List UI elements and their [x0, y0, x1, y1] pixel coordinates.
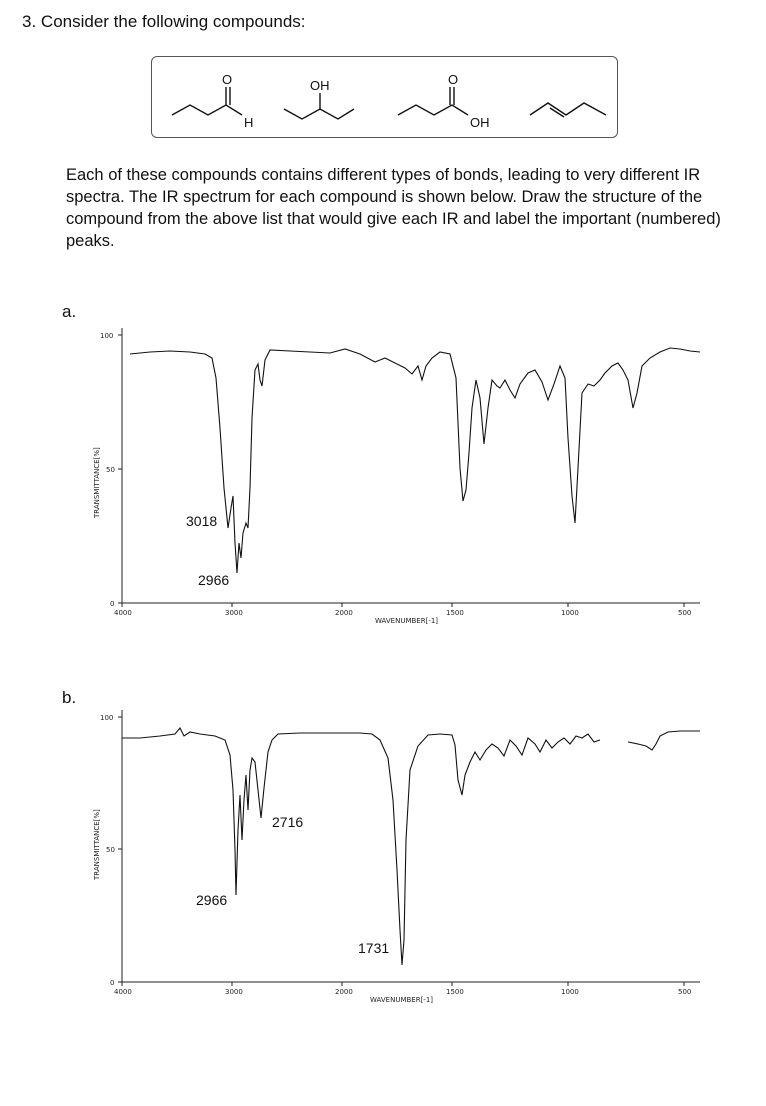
spectrum-b-trace: [122, 728, 600, 965]
compound-structures: [152, 57, 619, 139]
spectrum-a-xtick-1000: 1000: [561, 609, 579, 617]
compound-alcohol-structure: [284, 93, 354, 119]
aldehyde-oxygen-label: O: [222, 72, 233, 87]
spectrum-b-xtick-4000: 4000: [114, 988, 132, 996]
spectrum-b-ytick-0: 0: [110, 979, 115, 987]
spectrum-b-xlabel: WAVENUMBER[-1]: [370, 996, 434, 1004]
question-number: 3.: [22, 12, 37, 31]
question-heading: [22, 12, 306, 32]
spectrum-a: [0, 318, 766, 638]
spectrum-b-ytick-100: 100: [100, 714, 114, 722]
question-title: Consider the following compounds:: [40, 12, 306, 31]
spectrum-a-ytick-100: 100: [100, 332, 114, 340]
spectrum-a-peak-2966: 2966: [198, 572, 230, 588]
compound-aldehyde-structure: [172, 87, 242, 115]
spectrum-b-peak-2716: 2716: [272, 814, 304, 830]
spectrum-b-peak-1731: 1731: [358, 940, 390, 956]
aldehyde-h-label: H: [244, 115, 254, 130]
compound-structures-box: [151, 56, 618, 138]
compound-acid-structure: [398, 87, 468, 115]
spectrum-b-xtick-1500: 1500: [446, 988, 464, 996]
spectrum-b-xtick-500: 500: [678, 988, 692, 996]
acid-oh-label: OH: [470, 115, 490, 130]
part-a-label: a.: [62, 302, 77, 321]
spectrum-b-peak-2966: 2966: [196, 892, 228, 908]
acid-oxygen-label: O: [448, 72, 459, 87]
spectrum-b-xtick-1000: 1000: [561, 988, 579, 996]
spectrum-a-trace: [130, 348, 700, 573]
spectrum-b-ylabel: TRANSMITTANCE[%]: [93, 809, 101, 880]
spectrum-a-ytick-0: 0: [110, 600, 115, 608]
part-b-label: b.: [62, 688, 77, 707]
spectrum-b-xtick-2000: 2000: [335, 988, 353, 996]
spectrum-a-xtick-500: 500: [678, 609, 692, 617]
spectrum-a-xtick-4000: 4000: [114, 609, 132, 617]
spectrum-b-xtick-3000: 3000: [225, 988, 243, 996]
spectrum-b-trace-tail: [628, 731, 700, 750]
spectrum-a-ylabel: TRANSMITTANCE[%]: [93, 447, 101, 518]
spectrum-a-xtick-3000: 3000: [225, 609, 243, 617]
compound-alkene-structure: [530, 103, 606, 117]
alcohol-oh-label: OH: [310, 78, 330, 93]
spectrum-a-xlabel: WAVENUMBER[-1]: [375, 617, 439, 625]
spectrum-a-xtick-1500: 1500: [446, 609, 464, 617]
instructions-text: Each of these compounds contains different types of bonds, leading to very different IR spectra. The IR spectrum for each compound is shown below. Draw the structure of the compound from the above list that would give each IR and label the important (numbered) peaks.: [66, 166, 721, 250]
spectrum-a-xtick-2000: 2000: [335, 609, 353, 617]
spectrum-b: [0, 700, 766, 1020]
spectrum-b-ytick-50: 50: [106, 846, 115, 854]
spectrum-a-peak-3018: 3018: [186, 513, 218, 529]
spectrum-a-ytick-50: 50: [106, 466, 115, 474]
